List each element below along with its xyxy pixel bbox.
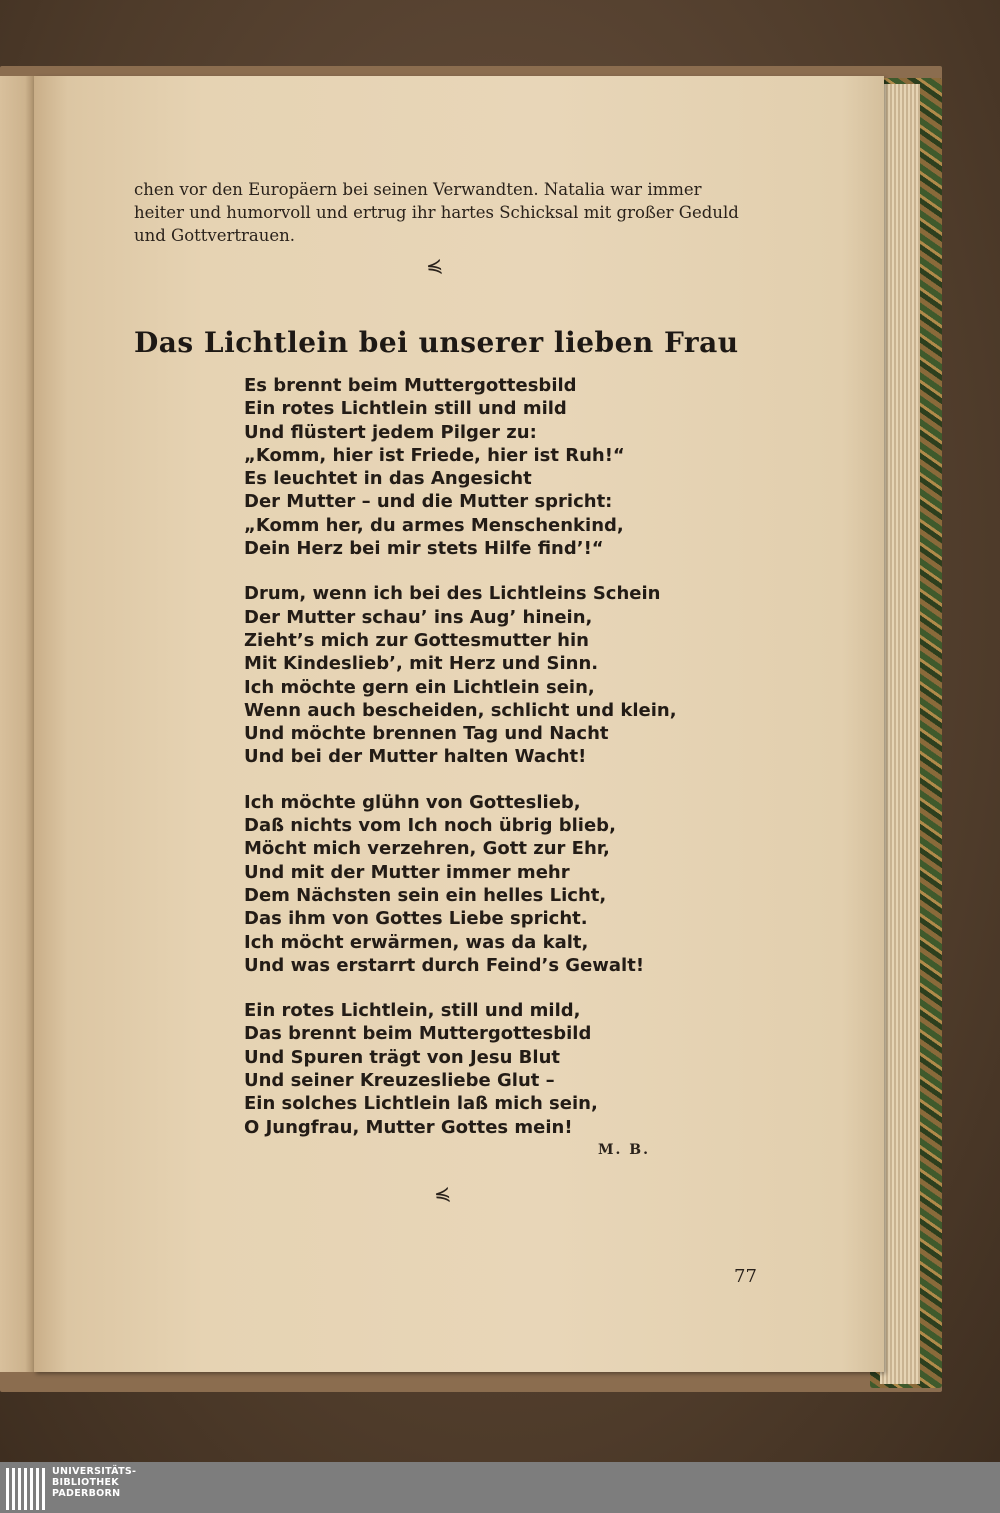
library-logo-icon [4, 1464, 50, 1512]
stanza-4 [244, 999, 724, 1139]
verse-line: Und seiner Kreuzesliebe Glut – [244, 1070, 555, 1092]
verse-line: Ein rotes Lichtlein, still und mild, [244, 1000, 581, 1022]
previous-story-ending [134, 178, 774, 247]
poem [244, 374, 724, 1161]
text-line: heiter und humorvoll und ertrug ihr hartes Schicksal mit großer Geduld [134, 203, 739, 222]
library-footer [0, 1462, 1000, 1513]
verse-line: Und mit der Mutter immer mehr [244, 861, 570, 883]
poem-title: Das Lichtlein bei unserer lieben Frau [134, 326, 739, 359]
book-page [34, 76, 884, 1372]
verse-line: Der Mutter schau’ ins Aug’ hinein, [244, 606, 593, 628]
text-line: chen vor den Europäern bei seinen Verwandten. Natalia war immer [134, 180, 702, 199]
verse-line: Mit Kindeslieb’, mit Herz und Sinn. [244, 653, 599, 675]
verse-line: „Komm, hier ist Friede, hier ist Ruh!“ [244, 444, 625, 466]
verse-line: Und möchte brennen Tag und Nacht [244, 723, 609, 745]
verse-line: O Jungfrau, Mutter Gottes mein! [244, 1116, 573, 1138]
library-name-line: BIBLIOTHEK [52, 1477, 119, 1488]
verse-line: Und flüstert jedem Pilger zu: [244, 421, 537, 443]
verse-line: Zieht’s mich zur Gottesmutter hin [244, 629, 589, 651]
verse-line: Ein solches Lichtlein laß mich sein, [244, 1093, 598, 1115]
author-initials: M. B. [598, 1142, 650, 1158]
verse-line: Es leuchtet in das Angesicht [244, 468, 532, 490]
verse-line: Wenn auch bescheiden, schlicht und klein, [244, 699, 677, 721]
page-stack-edge [880, 84, 920, 1384]
library-name-line: PADERBORN [52, 1488, 121, 1499]
ornament-icon: ≼ [424, 252, 445, 280]
verse-line: Daß nichts vom Ich noch übrig blieb, [244, 815, 616, 837]
verse-line: Es brennt beim Muttergottesbild [244, 375, 577, 396]
stanza-3 [244, 791, 724, 977]
verse-line: Und Spuren trägt von Jesu Blut [244, 1046, 560, 1068]
verse-line: Möcht mich verzehren, Gott zur Ehr, [244, 838, 610, 860]
page-number: 77 [734, 1266, 757, 1287]
verse-line: Das brennt beim Muttergottesbild [244, 1023, 592, 1045]
ornament-icon: ≼ [432, 1180, 453, 1208]
verse-line: Dem Nächsten sein ein helles Licht, [244, 884, 607, 906]
verse-line: Und was erstarrt durch Feind’s Gewalt! [244, 954, 645, 976]
library-name-line: UNIVERSITÄTS- [52, 1466, 137, 1477]
text-line: und Gottvertrauen. [134, 226, 296, 245]
library-name [52, 1466, 136, 1499]
verse-line: Das ihm von Gottes Liebe spricht. [244, 908, 588, 930]
stanza-1 [244, 374, 724, 560]
verse-line: Ein rotes Lichtlein still und mild [244, 398, 567, 420]
stanza-2 [244, 582, 724, 768]
verse-line: Der Mutter – und die Mutter spricht: [244, 491, 613, 513]
verse-line: Und bei der Mutter halten Wacht! [244, 746, 587, 768]
verse-line: Ich möcht erwärmen, was da kalt, [244, 931, 589, 953]
verse-line: Ich möchte gern ein Lichtlein sein, [244, 676, 595, 698]
left-page-edge [0, 76, 36, 1372]
verse-line: Dein Herz bei mir stets Hilfe find’!“ [244, 538, 604, 560]
verse-line: „Komm her, du armes Menschenkind, [244, 514, 624, 536]
verse-line: Ich möchte glühn von Gotteslieb, [244, 791, 581, 813]
verse-line: Drum, wenn ich bei des Lichtleins Schein [244, 583, 661, 605]
